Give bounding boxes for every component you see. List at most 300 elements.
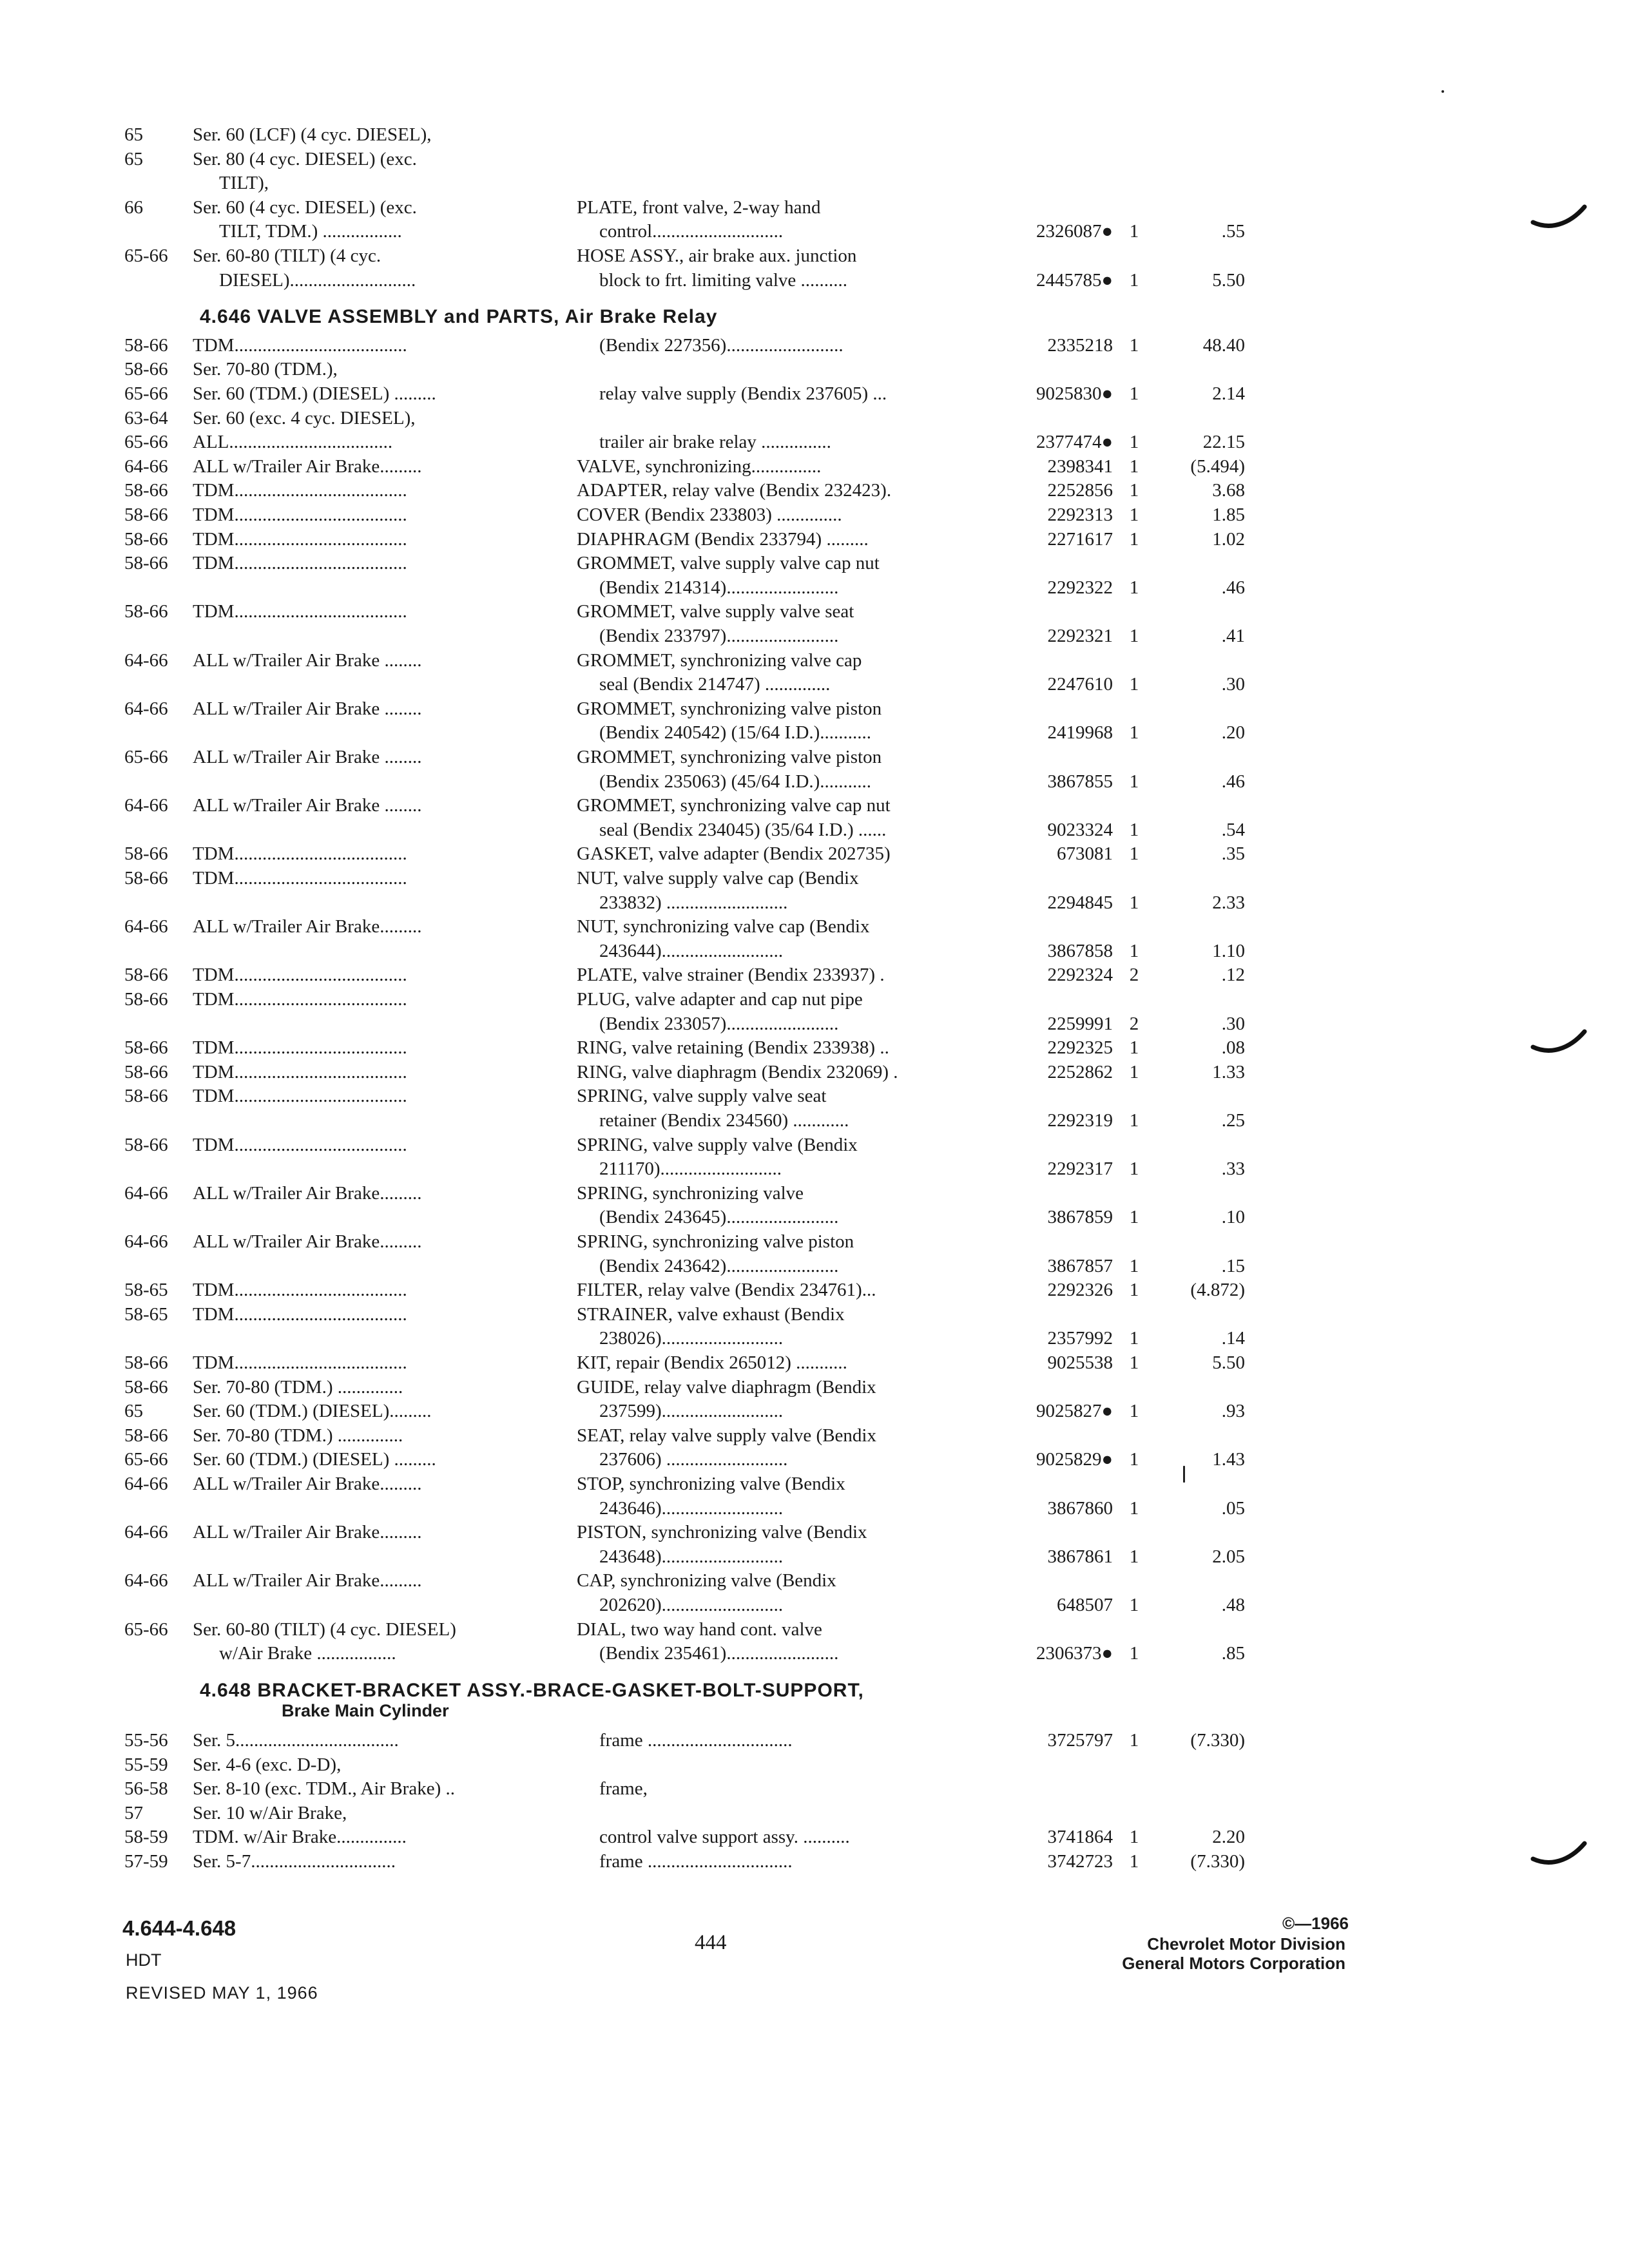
quantity: 2 <box>1129 1014 1139 1034</box>
part-description: GROMMET, synchronizing valve cap <box>577 650 862 671</box>
quantity: 1 <box>1129 1207 1139 1227</box>
part-number: 2335218 <box>1047 335 1113 356</box>
model-years: 58-66 <box>124 601 168 622</box>
list-item <box>0 478 1629 503</box>
list-price: 3.68 <box>1212 480 1245 501</box>
model-years: 58-66 <box>124 1352 168 1373</box>
list-item <box>0 1399 1629 1423</box>
model-years: 58-66 <box>124 1425 168 1446</box>
model-years: 65 <box>124 149 143 169</box>
part-number: 2326087● <box>1036 221 1113 242</box>
part-description: SPRING, valve supply valve (Bendix <box>577 1135 858 1155</box>
list-item <box>0 1157 1629 1181</box>
list-price: .46 <box>1221 771 1245 792</box>
model-years: 66 <box>124 197 143 218</box>
model-application: Ser. 60-80 (TILT) (4 cyc. DIESEL) <box>193 1619 456 1640</box>
part-description: retainer (Bendix 234560) ............ <box>599 1110 849 1131</box>
model-application: ALL w/Trailer Air Brake......... <box>193 1522 422 1542</box>
part-number: 9025538 <box>1047 1352 1113 1373</box>
part-number: 2294845 <box>1047 892 1113 913</box>
list-item <box>0 244 1629 268</box>
model-years: 58-66 <box>124 553 168 573</box>
part-description: HOSE ASSY., air brake aux. junction <box>577 245 857 266</box>
list-item <box>0 1753 1629 1777</box>
part-description: STOP, synchronizing valve (Bendix <box>577 1474 845 1494</box>
part-description: frame ............................... <box>599 1730 793 1751</box>
model-application: ALL w/Trailer Air Brake......... <box>193 1231 422 1252</box>
list-price: 22.15 <box>1202 432 1245 452</box>
model-years: 58-66 <box>124 1037 168 1058</box>
model-application: ALL w/Trailer Air Brake ........ <box>193 747 422 767</box>
list-price: .46 <box>1221 577 1245 598</box>
model-years: 64-66 <box>124 1231 168 1252</box>
model-years: 58-66 <box>124 1086 168 1106</box>
list-price: (4.872) <box>1190 1280 1245 1300</box>
list-item <box>0 866 1629 890</box>
list-price: (7.330) <box>1190 1730 1245 1751</box>
part-description: (Bendix 243645)........................ <box>599 1207 839 1227</box>
list-item <box>0 1326 1629 1350</box>
model-application: Ser. 70-80 (TDM.) .............. <box>193 1425 403 1446</box>
quantity: 1 <box>1129 892 1139 913</box>
revised-date: REVISED MAY 1, 1966 <box>126 1983 318 2003</box>
part-description: 211170).......................... <box>599 1158 782 1179</box>
quantity: 1 <box>1129 1062 1139 1082</box>
part-description: (Bendix 235461)........................ <box>599 1643 839 1664</box>
part-description: PLATE, front valve, 2-way hand <box>577 197 821 218</box>
quantity: 1 <box>1129 1401 1139 1421</box>
part-description: PLUG, valve adapter and cap nut pipe <box>577 989 863 1010</box>
model-years: 64-66 <box>124 698 168 719</box>
list-item <box>0 1350 1629 1375</box>
part-number: 2306373● <box>1036 1643 1113 1664</box>
model-years: 56-58 <box>124 1778 168 1799</box>
part-description: (Bendix 214314)........................ <box>599 577 839 598</box>
model-application: TDM..................................... <box>193 843 407 864</box>
part-number: 2247610 <box>1047 674 1113 695</box>
part-number: 2292322 <box>1047 577 1113 598</box>
model-years: 64-66 <box>124 650 168 671</box>
part-description: frame, <box>599 1778 648 1799</box>
part-description: PISTON, synchronizing valve (Bendix <box>577 1522 867 1542</box>
page-number: 444 <box>695 1931 727 1954</box>
model-years: 58-66 <box>124 1062 168 1082</box>
list-price: .10 <box>1221 1207 1245 1227</box>
model-application: Ser. 60 (4 cyc. DIESEL) (exc. <box>193 197 417 218</box>
model-application: TILT, TDM.) ................. <box>219 221 402 242</box>
list-price: .93 <box>1221 1401 1245 1421</box>
binder-tick-mark <box>1530 203 1588 235</box>
part-number: 2292317 <box>1047 1158 1113 1179</box>
model-application: TDM..................................... <box>193 601 407 622</box>
model-application: TDM..................................... <box>193 1352 407 1373</box>
part-description: frame ............................... <box>599 1851 793 1872</box>
part-description: 202620).......................... <box>599 1595 784 1615</box>
model-application: w/Air Brake ................. <box>219 1643 396 1664</box>
model-application: TDM..................................... <box>193 1062 407 1082</box>
model-years: 58-66 <box>124 529 168 550</box>
list-item <box>0 147 1629 171</box>
model-years: 58-66 <box>124 1135 168 1155</box>
list-item <box>0 1641 1629 1666</box>
list-item <box>0 1302 1629 1327</box>
model-years: 58-66 <box>124 505 168 525</box>
model-application: Ser. 60 (TDM.) (DIESEL) ......... <box>193 383 436 404</box>
part-number: 9023324 <box>1047 820 1113 840</box>
list-item <box>0 171 1629 195</box>
part-description: control............................ <box>599 221 784 242</box>
list-item <box>0 1447 1629 1472</box>
list-item <box>0 1035 1629 1060</box>
part-description: STRAINER, valve exhaust (Bendix <box>577 1304 845 1325</box>
quantity: 1 <box>1129 1827 1139 1847</box>
part-description: GROMMET, valve supply valve cap nut <box>577 553 880 573</box>
catalog-code: HDT <box>126 1950 162 1970</box>
list-item <box>0 1825 1629 1849</box>
part-number: 3725797 <box>1047 1730 1113 1751</box>
quantity: 1 <box>1129 1595 1139 1615</box>
list-price: .30 <box>1221 1014 1245 1034</box>
list-item <box>0 1012 1629 1036</box>
model-application: TDM..................................... <box>193 505 407 525</box>
part-number: 3741864 <box>1047 1827 1113 1847</box>
model-years: 58-66 <box>124 965 168 985</box>
model-application: Ser. 4-6 (exc. D-D), <box>193 1754 342 1775</box>
print-speck <box>1183 1466 1185 1483</box>
part-description: control valve support assy. .......... <box>599 1827 850 1847</box>
model-years: 64-66 <box>124 1474 168 1494</box>
part-description: GROMMET, valve supply valve seat <box>577 601 854 622</box>
model-application: TDM..................................... <box>193 553 407 573</box>
list-price: .30 <box>1221 674 1245 695</box>
list-item <box>0 1776 1629 1801</box>
list-item <box>0 357 1629 381</box>
quantity: 1 <box>1129 480 1139 501</box>
list-item <box>0 1472 1629 1496</box>
part-description: 243646).......................... <box>599 1498 784 1519</box>
part-number: 3867860 <box>1047 1498 1113 1519</box>
part-description: SPRING, synchronizing valve <box>577 1183 804 1204</box>
quantity: 1 <box>1129 221 1139 242</box>
quantity: 1 <box>1129 1643 1139 1664</box>
list-item <box>0 890 1629 915</box>
part-description: DIAPHRAGM (Bendix 233794) ......... <box>577 529 869 550</box>
model-application: TDM..................................... <box>193 335 407 356</box>
model-application: ALL w/Trailer Air Brake ........ <box>193 650 422 671</box>
list-price: 5.50 <box>1212 270 1245 291</box>
part-description: SEAT, relay valve supply valve (Bendix <box>577 1425 876 1446</box>
model-years: 65 <box>124 1401 143 1421</box>
model-years: 58-66 <box>124 868 168 889</box>
list-item <box>0 672 1629 697</box>
model-application: Ser. 70-80 (TDM.), <box>193 359 338 380</box>
quantity: 1 <box>1129 820 1139 840</box>
part-description: (Bendix 240542) (15/64 I.D.)........... <box>599 722 872 743</box>
quantity: 1 <box>1129 456 1139 477</box>
list-price: .05 <box>1221 1498 1245 1519</box>
part-description: seal (Bendix 234045) (35/64 I.D.) ...... <box>599 820 887 840</box>
list-price: 2.14 <box>1212 383 1245 404</box>
part-number: 3742723 <box>1047 1851 1113 1872</box>
list-price: .55 <box>1221 221 1245 242</box>
part-number: 2377474● <box>1036 432 1113 452</box>
model-application: Ser. 60 (TDM.) (DIESEL) ......... <box>193 1449 436 1470</box>
list-item <box>0 1801 1629 1825</box>
model-years: 55-56 <box>124 1730 168 1751</box>
part-number: 2292325 <box>1047 1037 1113 1058</box>
quantity: 1 <box>1129 1546 1139 1567</box>
model-years: 57-59 <box>124 1851 168 1872</box>
part-description: GROMMET, synchronizing valve cap nut <box>577 795 891 816</box>
part-description: NUT, valve supply valve cap (Bendix <box>577 868 859 889</box>
section-subheading: Brake Main Cylinder <box>282 1701 449 1721</box>
list-item <box>0 648 1629 673</box>
part-description: GUIDE, relay valve diaphragm (Bendix <box>577 1377 876 1398</box>
part-number: 2292324 <box>1047 965 1113 985</box>
list-price: .15 <box>1221 1256 1245 1276</box>
list-item <box>0 1496 1629 1521</box>
part-description: VALVE, synchronizing............... <box>577 456 822 477</box>
model-application: TDM..................................... <box>193 989 407 1010</box>
list-price: (5.494) <box>1190 456 1245 477</box>
part-number: 673081 <box>1057 843 1113 864</box>
part-number: 9025830● <box>1036 383 1113 404</box>
list-item <box>0 1375 1629 1399</box>
model-application: ALL w/Trailer Air Brake......... <box>193 1183 422 1204</box>
quantity: 1 <box>1129 1449 1139 1470</box>
quantity: 1 <box>1129 1730 1139 1751</box>
model-years: 58-66 <box>124 989 168 1010</box>
quantity: 1 <box>1129 383 1139 404</box>
model-years: 58-65 <box>124 1304 168 1325</box>
list-item <box>0 406 1629 430</box>
model-years: 58-59 <box>124 1827 168 1847</box>
model-application: ALL w/Trailer Air Brake ........ <box>193 698 422 719</box>
part-number: 3867861 <box>1047 1546 1113 1567</box>
model-application: Ser. 60 (exc. 4 cyc. DIESEL), <box>193 408 416 428</box>
list-item <box>0 1593 1629 1617</box>
list-item <box>0 268 1629 293</box>
model-application: TDM..................................... <box>193 529 407 550</box>
part-number: 2357992 <box>1047 1328 1113 1349</box>
model-years: 64-66 <box>124 916 168 937</box>
quantity: 1 <box>1129 941 1139 961</box>
copyright: ©—1966 <box>1282 1914 1349 1933</box>
part-description: RING, valve diaphragm (Bendix 232069) . <box>577 1062 898 1082</box>
part-description: GROMMET, synchronizing valve piston <box>577 698 882 719</box>
model-application: Ser. 10 w/Air Brake, <box>193 1803 347 1823</box>
list-item <box>0 939 1629 963</box>
part-description: trailer air brake relay ............... <box>599 432 831 452</box>
part-description: PLATE, valve strainer (Bendix 233937) . <box>577 965 885 985</box>
part-description: (Bendix 233057)........................ <box>599 1014 839 1034</box>
quantity: 1 <box>1129 270 1139 291</box>
part-description: (Bendix 243642)........................ <box>599 1256 839 1276</box>
model-application: DIESEL)........................... <box>219 270 416 291</box>
list-item <box>0 745 1629 769</box>
list-price: .33 <box>1221 1158 1245 1179</box>
list-item <box>0 818 1629 842</box>
list-item <box>0 769 1629 794</box>
part-number: 2292321 <box>1047 626 1113 646</box>
part-description: 243644).......................... <box>599 941 784 961</box>
model-years: 55-59 <box>124 1754 168 1775</box>
corporation-name: General Motors Corporation <box>1122 1954 1345 1973</box>
list-item <box>0 1423 1629 1448</box>
part-description: 237599).......................... <box>599 1401 784 1421</box>
part-number: 648507 <box>1057 1595 1113 1615</box>
binder-tick-mark <box>1530 1840 1588 1872</box>
model-years: 65-66 <box>124 747 168 767</box>
model-application: Ser. 5................................... <box>193 1730 399 1751</box>
model-years: 64-66 <box>124 456 168 477</box>
quantity: 1 <box>1129 505 1139 525</box>
model-application: Ser. 70-80 (TDM.) .............. <box>193 1377 403 1398</box>
quantity: 1 <box>1129 335 1139 356</box>
list-item <box>0 430 1629 454</box>
part-number: 2292326 <box>1047 1280 1113 1300</box>
quantity: 1 <box>1129 1328 1139 1349</box>
list-price: .41 <box>1221 626 1245 646</box>
model-years: 57 <box>124 1803 143 1823</box>
quantity: 1 <box>1129 1851 1139 1872</box>
model-application: ALL w/Trailer Air Brake......... <box>193 456 422 477</box>
model-years: 64-66 <box>124 795 168 816</box>
list-item <box>0 1181 1629 1206</box>
model-years: 65-66 <box>124 432 168 452</box>
part-description: CAP, synchronizing valve (Bendix <box>577 1570 836 1591</box>
list-price: .25 <box>1221 1110 1245 1131</box>
print-speck <box>1441 90 1444 93</box>
list-item <box>0 1060 1629 1084</box>
model-years: 65-66 <box>124 1449 168 1470</box>
list-price: .35 <box>1221 843 1245 864</box>
model-years: 58-66 <box>124 1377 168 1398</box>
model-years: 58-66 <box>124 843 168 864</box>
model-years: 65 <box>124 124 143 145</box>
list-price: .14 <box>1221 1328 1245 1349</box>
list-item <box>0 697 1629 721</box>
list-price: .85 <box>1221 1643 1245 1664</box>
quantity: 1 <box>1129 843 1139 864</box>
list-price: .48 <box>1221 1595 1245 1615</box>
quantity: 1 <box>1129 771 1139 792</box>
list-item <box>0 551 1629 575</box>
part-description: (Bendix 227356)......................... <box>599 335 843 356</box>
list-item <box>0 987 1629 1012</box>
quantity: 1 <box>1129 1352 1139 1373</box>
list-price: 1.43 <box>1212 1449 1245 1470</box>
model-application: ALL w/Trailer Air Brake......... <box>193 1570 422 1591</box>
model-years: 63-64 <box>124 408 168 428</box>
list-price: (7.330) <box>1190 1851 1245 1872</box>
model-application: TDM. w/Air Brake............... <box>193 1827 407 1847</box>
list-item <box>0 1728 1629 1753</box>
list-item <box>0 1520 1629 1544</box>
list-item <box>0 1544 1629 1569</box>
quantity: 1 <box>1129 1158 1139 1179</box>
quantity: 1 <box>1129 626 1139 646</box>
model-application: TDM..................................... <box>193 1086 407 1106</box>
list-item <box>0 624 1629 648</box>
model-application: TILT), <box>219 173 269 193</box>
quantity: 1 <box>1129 1256 1139 1276</box>
model-application: TDM..................................... <box>193 480 407 501</box>
part-number: 2419968 <box>1047 722 1113 743</box>
part-description: 237606) .......................... <box>599 1449 788 1470</box>
quantity: 1 <box>1129 432 1139 452</box>
quantity: 1 <box>1129 1280 1139 1300</box>
part-description: FILTER, relay valve (Bendix 234761)... <box>577 1280 876 1300</box>
quantity: 1 <box>1129 722 1139 743</box>
list-item <box>0 1133 1629 1157</box>
part-description: GASKET, valve adapter (Bendix 202735) <box>577 843 891 864</box>
list-price: .54 <box>1221 820 1245 840</box>
part-number: 3867855 <box>1047 771 1113 792</box>
part-description: SPRING, valve supply valve seat <box>577 1086 827 1106</box>
part-description: 243648).......................... <box>599 1546 784 1567</box>
part-description: 233832) .......................... <box>599 892 788 913</box>
quantity: 1 <box>1129 1110 1139 1131</box>
list-item <box>0 1205 1629 1229</box>
model-application: TDM..................................... <box>193 1304 407 1325</box>
part-number: 9025827● <box>1036 1401 1113 1421</box>
model-years: 58-65 <box>124 1280 168 1300</box>
model-application: TDM..................................... <box>193 1037 407 1058</box>
list-item <box>0 841 1629 866</box>
model-application: Ser. 80 (4 cyc. DIESEL) (exc. <box>193 149 417 169</box>
part-description: SPRING, synchronizing valve piston <box>577 1231 854 1252</box>
model-application: ALL w/Trailer Air Brake......... <box>193 1474 422 1494</box>
part-description: DIAL, two way hand cont. valve <box>577 1619 822 1640</box>
list-item <box>0 599 1629 624</box>
list-price: .20 <box>1221 722 1245 743</box>
model-years: 65-66 <box>124 383 168 404</box>
part-description: KIT, repair (Bendix 265012) ........... <box>577 1352 847 1373</box>
list-item <box>0 1278 1629 1302</box>
part-number: 9025829● <box>1036 1449 1113 1470</box>
quantity: 1 <box>1129 1498 1139 1519</box>
part-number: 2252862 <box>1047 1062 1113 1082</box>
section-heading: 4.646 VALVE ASSEMBLY and PARTS, Air Brake Relay <box>200 306 718 328</box>
part-number: 3867859 <box>1047 1207 1113 1227</box>
list-item <box>0 1617 1629 1642</box>
part-description: block to frt. limiting valve .......... <box>599 270 848 291</box>
part-description: NUT, synchronizing valve cap (Bendix <box>577 916 870 937</box>
list-price: .12 <box>1221 965 1245 985</box>
model-application: TDM..................................... <box>193 1280 407 1300</box>
list-item <box>0 503 1629 527</box>
model-years: 58-66 <box>124 335 168 356</box>
model-application: Ser. 60 (TDM.) (DIESEL)......... <box>193 1401 432 1421</box>
list-item <box>0 1254 1629 1278</box>
part-description: ADAPTER, relay valve (Bendix 232423). <box>577 480 892 501</box>
list-price: 5.50 <box>1212 1352 1245 1373</box>
part-number: 2259991 <box>1047 1014 1113 1034</box>
part-number: 2292313 <box>1047 505 1113 525</box>
quantity: 1 <box>1129 529 1139 550</box>
list-price: 2.20 <box>1212 1827 1245 1847</box>
model-application: Ser. 5-7............................... <box>193 1851 396 1872</box>
model-years: 64-66 <box>124 1183 168 1204</box>
part-number: 2398341 <box>1047 456 1113 477</box>
list-item <box>0 1849 1629 1874</box>
list-item <box>0 195 1629 220</box>
part-number: 2271617 <box>1047 529 1113 550</box>
model-years: 64-66 <box>124 1570 168 1591</box>
part-number: 3867857 <box>1047 1256 1113 1276</box>
model-application: ALL w/Trailer Air Brake ........ <box>193 795 422 816</box>
